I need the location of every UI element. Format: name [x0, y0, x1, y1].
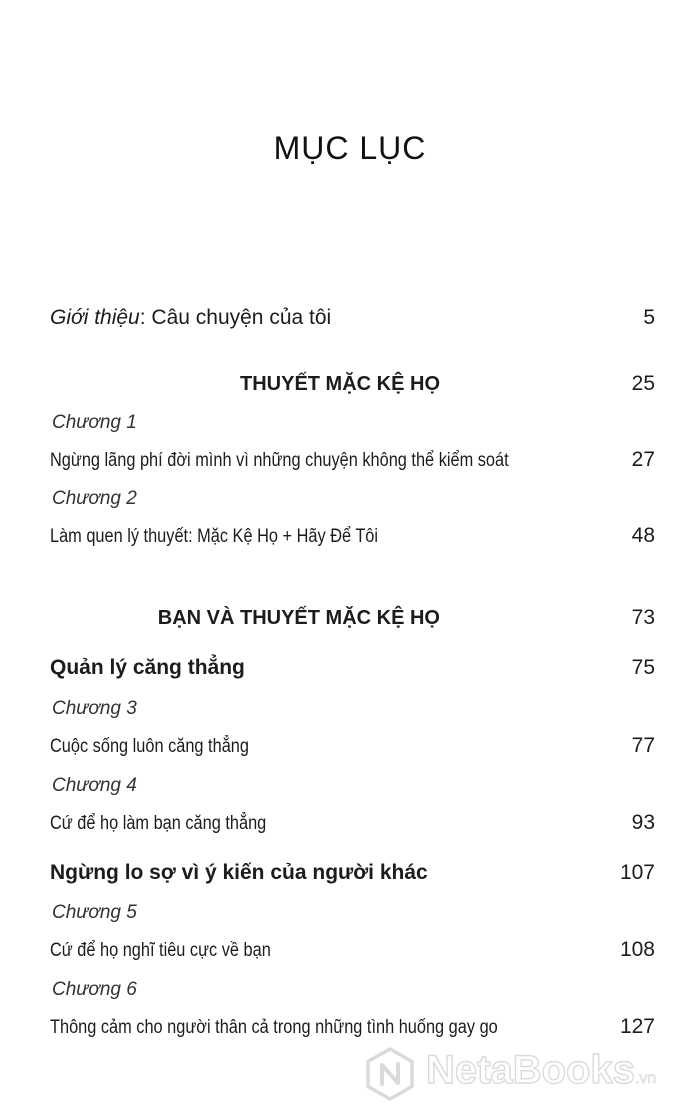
chapter-title: Thông cảm cho người thân cả trong những tình huống gay go — [50, 1017, 498, 1038]
netabooks-logo-icon — [362, 1046, 418, 1102]
toc-part-2[interactable] — [50, 600, 655, 630]
part-title: BẠN VÀ THUYẾT MẶC KỆ HỌ — [157, 607, 440, 629]
chapter-number: Chương 5 — [52, 902, 137, 923]
toc-part-1[interactable] — [50, 366, 655, 396]
toc-chapter-2[interactable] — [50, 518, 655, 548]
chapter-page-number: 108 — [619, 938, 655, 961]
chapter-number: Chương 4 — [52, 775, 137, 796]
watermark-brand — [426, 1048, 656, 1093]
chapter-number: Chương 1 — [52, 412, 137, 433]
watermark-suffix: .vn — [634, 1070, 657, 1087]
chapter-title: Cứ để họ nghĩ tiêu cực về bạn — [50, 940, 271, 961]
chapter-number: Chương 6 — [52, 979, 137, 1000]
chapter-page-number: 27 — [631, 448, 655, 471]
toc-chapter-3[interactable] — [50, 728, 655, 758]
part-title: THUYẾT MẶC KỆ HỌ — [240, 373, 440, 395]
intro-rest: : Câu chuyện của tôi — [139, 306, 332, 329]
section-page-number: 107 — [619, 861, 655, 884]
section-page-number: 75 — [631, 656, 655, 679]
toc-entry-intro[interactable] — [50, 300, 655, 330]
page-title: MỤC LỤC — [273, 130, 427, 166]
section-title: Ngừng lo sợ vì ý kiến của người khác — [50, 861, 428, 884]
intro-label — [50, 306, 331, 330]
part-page-number: 73 — [631, 606, 655, 629]
chapter-title: Ngừng lãng phí đời mình vì những chuyện không thể kiểm soát — [50, 450, 509, 471]
chapter-number: Chương 3 — [52, 698, 137, 719]
toc-chapter-6[interactable] — [50, 1009, 655, 1039]
chapter-page-number: 77 — [631, 734, 655, 757]
chapter-page-number: 48 — [631, 524, 655, 547]
chapter-title: Làm quen lý thuyết: Mặc Kệ Họ + Hãy Để Tôi — [50, 526, 379, 547]
intro-page-number: 5 — [643, 306, 655, 329]
chapter-title: Cứ để họ làm bạn căng thẳng — [50, 813, 267, 834]
section-title: Quản lý căng thẳng — [50, 656, 245, 679]
chapter-title: Cuộc sống luôn căng thẳng — [50, 736, 249, 757]
watermark-brand-name: NetaBooks — [426, 1048, 635, 1092]
toc-chapter-5[interactable] — [50, 932, 655, 962]
watermark — [362, 1040, 692, 1110]
part-page-number: 25 — [631, 372, 655, 395]
toc-chapter-1[interactable] — [50, 442, 655, 472]
toc-chapter-4[interactable] — [50, 805, 655, 835]
chapter-page-number: 93 — [631, 811, 655, 834]
toc-section-2[interactable] — [50, 855, 655, 885]
intro-prefix: Giới thiệu — [50, 306, 140, 329]
chapter-page-number: 127 — [619, 1015, 655, 1038]
chapter-number: Chương 2 — [52, 488, 137, 509]
toc-section-1[interactable] — [50, 650, 655, 680]
